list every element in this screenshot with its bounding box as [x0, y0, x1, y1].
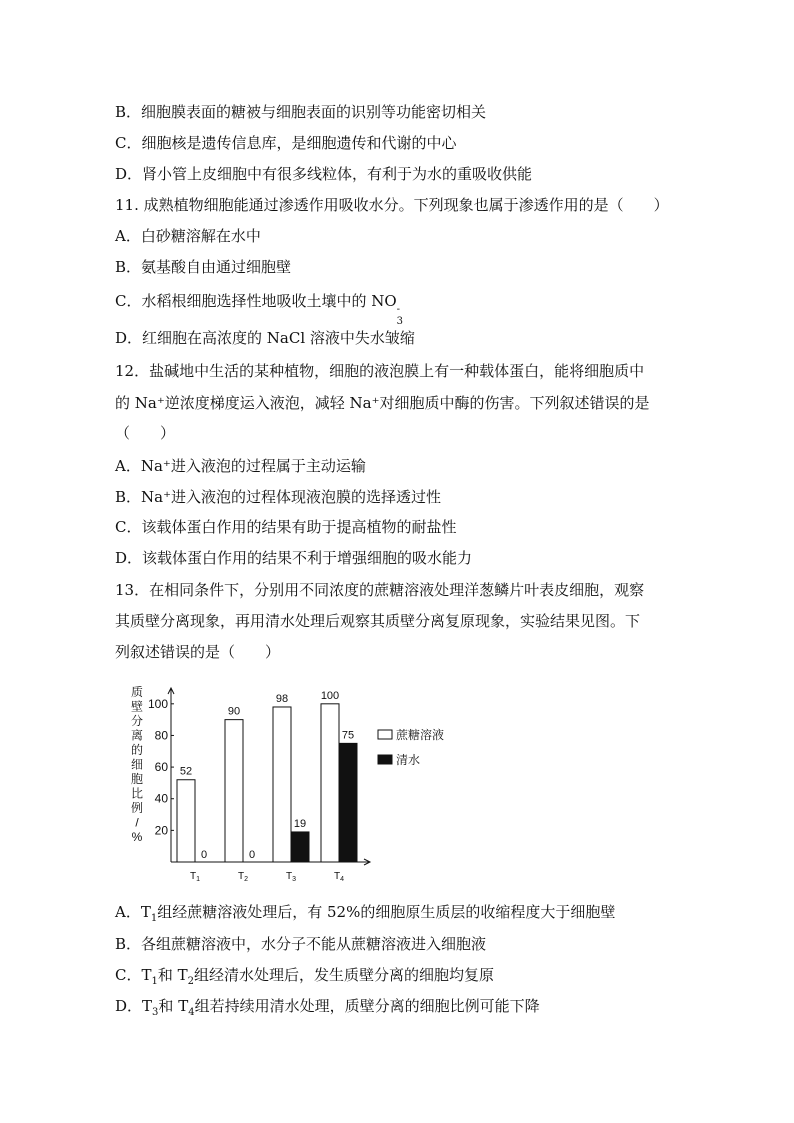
- chart-bars: [177, 704, 357, 862]
- y-axis-ticks: [148, 697, 174, 838]
- q10-option-d: D．肾小管上皮细胞中有很多线粒体，有利于为水的重吸收供能: [115, 165, 533, 183]
- data-label: 75: [341, 729, 355, 742]
- y-axis-label-char: 分: [130, 714, 144, 728]
- x-tick-label: [334, 871, 344, 883]
- y-axis-label-char: 离: [130, 728, 144, 743]
- q13-option-b: B．各组蔗糖溶液中，水分子不能从蔗糖溶液进入细胞液: [115, 935, 487, 953]
- bar-T1-sucrose: [177, 780, 195, 862]
- q12-stem-line-3: （ ）: [115, 424, 176, 442]
- x-tick-label-base: T: [333, 871, 341, 882]
- bar-T2-sucrose: [225, 720, 243, 862]
- bar-T3-water: [291, 832, 309, 862]
- legend-label: 清水: [396, 753, 421, 767]
- x-tick-label: [286, 871, 296, 883]
- x-tick-label-subscript: 2: [244, 876, 249, 883]
- q12-stem-line-1: 12．盐碱地中生活的某种植物，细胞的液泡膜上有一种载体蛋白，能将细胞质中: [115, 362, 645, 380]
- plasmolysis-bar-chart: [125, 686, 465, 886]
- legend-label: 蔗糖溶液: [396, 728, 445, 742]
- legend-swatch: [378, 755, 392, 764]
- q10-option-b: B．细胞膜表面的糖被与细胞表面的识别等功能密切相关: [115, 103, 487, 121]
- y-axis-label-char: 壁: [130, 699, 144, 714]
- q11-option-d: D．红细胞在高浓度的 NaCl 溶液中失水皱缩: [115, 329, 415, 347]
- y-axis-label-char: 细: [130, 757, 144, 772]
- x-tick-label-subscript: 3: [292, 876, 297, 883]
- data-label: 90: [227, 705, 241, 718]
- y-tick-label: 20: [154, 823, 168, 838]
- legend-swatch: [378, 730, 392, 739]
- y-axis-label-char: 的: [130, 743, 144, 757]
- q13-stem-line-2: 其质壁分离现象，再用清水处理后观察其质壁分离复原现象，实验结果见图。下: [115, 612, 641, 630]
- y-axis-label-char: /: [135, 815, 139, 830]
- q13-stem-line-3: 列叙述错误的是（ ）: [115, 643, 281, 661]
- y-axis-label-char: 胞: [130, 772, 144, 786]
- data-label: 19: [293, 817, 307, 830]
- y-axis-label-char: %: [131, 830, 143, 844]
- data-label: 0: [248, 849, 256, 861]
- y-tick-label: 60: [154, 760, 168, 775]
- bar-T4-sucrose: [321, 704, 339, 862]
- q13-option-c: C．$T_1$和 $T_2$组经清水处理后，发生质壁分离的细胞均复原: [115, 966, 495, 987]
- x-tick-label: [190, 871, 200, 883]
- q10-option-c: C．细胞核是遗传信息库，是细胞遗传和代谢的中心: [115, 134, 457, 152]
- bar-T4-water: [339, 743, 357, 862]
- q12-stem-line-2: 的 Na⁺逆浓度梯度运入液泡，减轻 Na⁺对细胞质中酶的伤害。下列叙述错误的是: [115, 394, 650, 412]
- q13-stem-line-1: 13．在相同条件下，分别用不同浓度的蔗糖溶液处理洋葱鳞片叶表皮细胞，观察: [115, 581, 645, 599]
- q12-option-b: B．Na⁺进入液泡的过程体现液泡膜的选择透过性: [115, 488, 442, 506]
- x-tick-label-base: T: [285, 871, 293, 882]
- q11-stem: 11. 成熟植物细胞能通过渗透作用吸收水分。下列现象也属于渗透作用的是（ ）: [115, 196, 669, 214]
- x-axis-labels: [190, 871, 344, 883]
- data-label: 0: [200, 849, 208, 861]
- q12-option-c: C．该载体蛋白作用的结果有助于提高植物的耐盐性: [115, 518, 457, 536]
- y-axis-label-char: 质: [130, 686, 144, 699]
- data-label: 100: [320, 689, 340, 702]
- y-tick-label: 80: [154, 728, 168, 743]
- data-label: 52: [179, 765, 193, 778]
- y-tick-label: 100: [147, 696, 168, 711]
- y-axis-label-char: 例: [130, 801, 144, 815]
- chart-legend: [378, 727, 444, 767]
- q13-option-d: D．$T_3$和 $T_4$组若持续用清水处理，质壁分离的细胞比例可能下降: [115, 997, 540, 1018]
- x-tick-label-base: T: [237, 871, 245, 882]
- x-tick-label-subscript: 1: [196, 876, 201, 883]
- bar-T3-sucrose: [273, 707, 291, 862]
- q12-option-a: A．Na⁺进入液泡的过程属于主动运输: [115, 457, 366, 475]
- q13-option-a: A．$T_1$组经蔗糖溶液处理后，有 52%的细胞原生质层的收缩程度大于细胞壁: [115, 903, 616, 924]
- x-tick-label-subscript: 4: [340, 876, 345, 883]
- q12-option-d: D．该载体蛋白作用的结果不利于增强细胞的吸水能力: [115, 549, 473, 567]
- y-axis-label-char: 比: [130, 786, 144, 801]
- data-label: 98: [275, 692, 289, 705]
- y-axis-label: [131, 686, 143, 844]
- q11-option-a: A．白砂糖溶解在水中: [115, 227, 261, 245]
- q11-option-c: C．水稻根细胞选择性地吸收土壤中的 NO - 3: [115, 292, 404, 327]
- x-tick-label-base: T: [189, 871, 197, 882]
- y-tick-label: 40: [154, 791, 168, 806]
- q11-option-b: B．氨基酸自由通过细胞壁: [115, 258, 292, 276]
- x-tick-label: [238, 871, 248, 883]
